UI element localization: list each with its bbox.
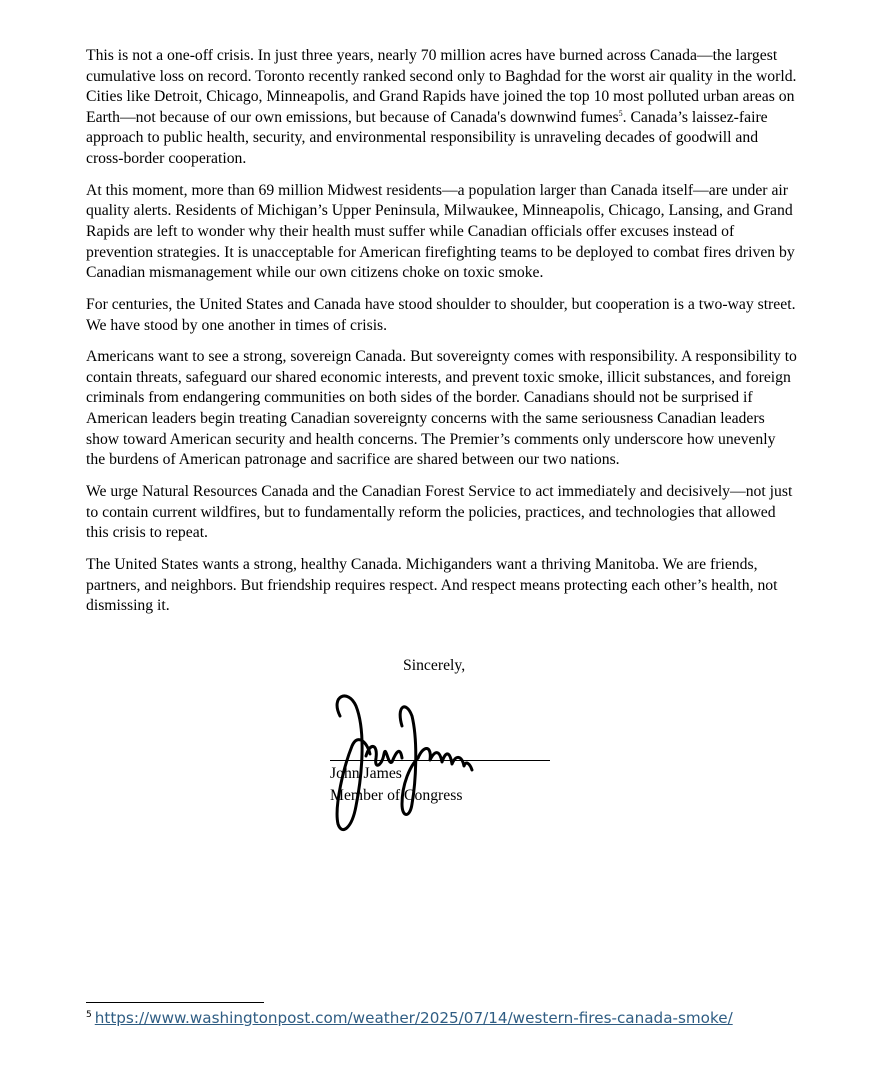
paragraph-1-text: This is not a one-off crisis. In just three years, nearly 70 million acres have burned across Canada—the largest cumulative loss on record. Toronto recently ranked second only to Baghdad for the worst air quality in the world. Cities like Detroit, Chicago, Minneapolis, and Grand Rapids have joined the top 10 most polluted urban areas on Earth—not because of our own emissions, but because of Canada's downwind fumes (86, 47, 797, 126)
signer-title: Member of Congress (330, 787, 463, 804)
paragraph-6: The United States wants a strong, healthy Canada. Michiganders want a thriving Manitoba. We are friends, partners, and neighbors. But friendship requires respect. And respect means protecting each other’s health, not dismissing it. (86, 556, 778, 615)
footnote (86, 1008, 733, 1028)
handwritten-signature (326, 686, 476, 841)
footnote-number: 5 (86, 1009, 92, 1020)
paragraph-1 (86, 46, 798, 170)
paragraph-1-text-cont: . Canada’s laissez-faire approach to public health, security, and environmental responsibility is unraveling decades of goodwill and cross-border cooperation. (86, 108, 768, 167)
paragraph-5: We urge Natural Resources Canada and the Canadian Forest Service to act immediately and decisively—not just to contain current wildfires, but to fundamentally reform the policies, practices, and technologies that allowed this crisis to repeat. (86, 483, 793, 542)
signer-name: John James (330, 765, 402, 782)
paragraph-4: Americans want to see a strong, sovereign Canada. But sovereignty comes with responsibility. A responsibility to contain threats, safeguard our shared economic interests, and prevent toxic smoke, illicit substances, and foreign criminals from endangering communities on both sides of the border. Canadians should not be surprised if American leaders begin treating Canadian sovereignty concerns with the same seriousness Canadian leaders show toward American security and health concerns. The Premier’s comments only underscore how unevenly the burdens of American patronage and sacrifice are shared between our two nations. (86, 348, 797, 469)
footnote-link[interactable]: https://www.washingtonpost.com/weather/2025/07/14/western-fires-canada-smoke/ (94, 1009, 733, 1027)
footnote-separator (86, 1002, 264, 1003)
paragraph-3: For centuries, the United States and Canada have stood shoulder to shoulder, but cooperation is a two-way street. We have stood by one another in times of crisis. (86, 295, 796, 334)
paragraph-2: At this moment, more than 69 million Midwest residents—a population larger than Canada itself—are under air quality alerts. Residents of Michigan’s Upper Peninsula, Milwaukee, Minneapolis, Chicago, Lansing, and Grand Rapids are left to wonder why their health must suffer while Canadian officials offer excuses instead of prevention strategies. It is unacceptable for American firefighting teams to be deployed to combat fires driven by Canadian mismanagement while our own citizens choke on toxic smoke. (86, 181, 795, 282)
footnote-reference[interactable]: 5 (618, 108, 623, 118)
closing-salutation: Sincerely, (403, 657, 466, 674)
letter-body (86, 46, 798, 628)
